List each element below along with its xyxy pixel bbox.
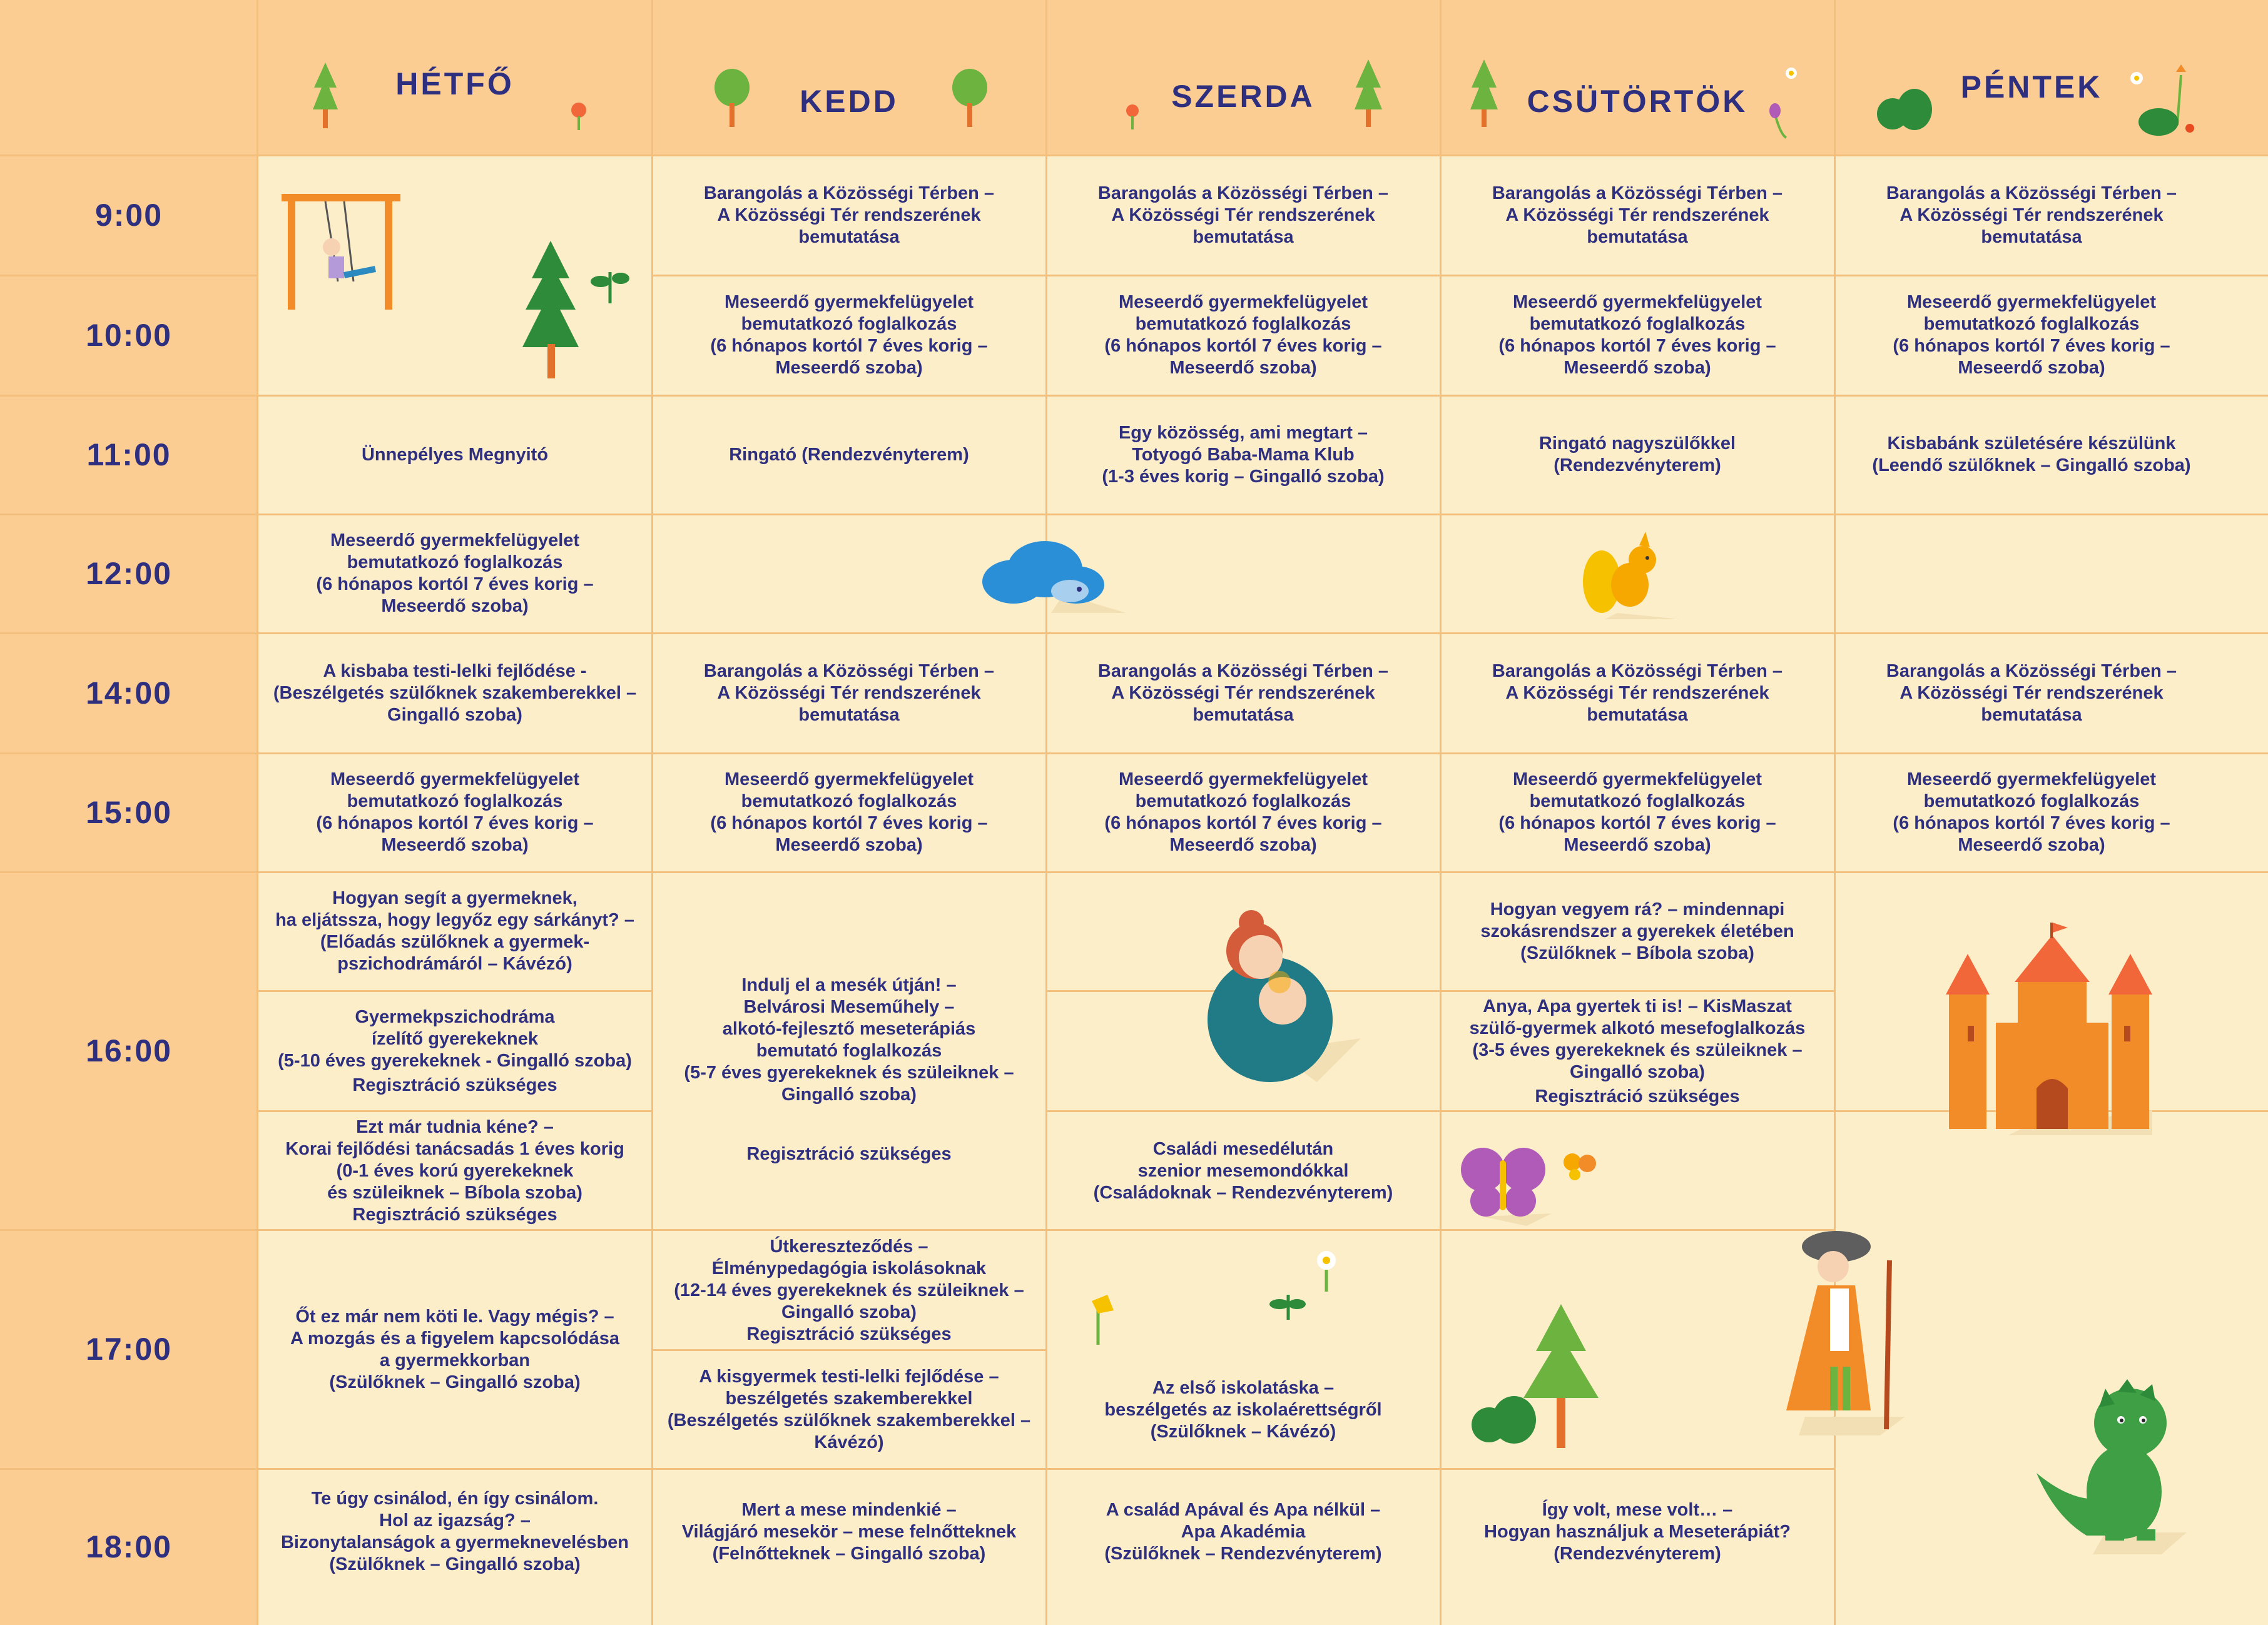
time-label-0900: 9:00 [94,198,163,233]
event-thu-1000[interactable] [1440,275,1834,395]
registration-note: Regisztráció szükséges [352,1075,557,1095]
event-line: Barangolás a Közösségi Térben – [703,183,995,203]
time-label-1400: 14:00 [86,676,172,711]
flower-icon [566,100,591,131]
tree-icon [1470,59,1498,128]
mother-baby-icon [1198,901,1361,1082]
event-line: beszélgetés szakemberekkel [725,1389,973,1409]
grid-line [0,275,257,276]
event-line: A Közösségi Tér rendszerének [717,205,981,225]
flower-icon [1086,1282,1123,1345]
event-fri-1400[interactable] [1834,633,2229,753]
event-line: bemutatkozó foglalkozás [1135,314,1351,334]
event-line: Őt ez már nem köti le. Vagy mégis? – [295,1307,614,1327]
event-line: A Közösségi Tér rendszerének [1505,682,1769,703]
flower-icon [1267,1248,1342,1323]
event-line: Meseerdő szoba) [381,596,529,616]
event-line: A család Apával és Apa nélkül – [1106,1499,1381,1520]
event-line: Világjáró mesekör – mese felnőtteknek [681,1521,1017,1542]
event-line: Barangolás a Közösségi Térben – [1492,183,1783,203]
event-line: bemutatása [798,704,900,725]
event-line: A Közösségi Tér rendszerének [1111,205,1375,225]
tree-icon [522,241,579,378]
event-line: (6 hónapos kortól 7 éves korig – [316,574,594,594]
event-line: beszélgetés az iskolaérettségről [1104,1399,1382,1420]
event-line: Barangolás a Közösségi Térben – [1097,661,1389,681]
event-line: Az első iskolatáska – [1152,1377,1335,1398]
event-line: (Családoknak – Rendezvényterem) [1093,1182,1393,1203]
event-line: A kisbaba testi-lelki fejlődése - [323,661,587,681]
event-line: Meseerdő gyermekfelügyelet [1906,769,2157,789]
event-line: (Szülőknek – Rendezvényterem) [1104,1543,1382,1564]
event-line: Hogyan vegyem rá? – mindennapi [1490,899,1785,919]
event-line: (Felnőtteknek – Gingalló szoba) [712,1543,986,1564]
wanderer-icon [1786,1229,1905,1435]
event-line: Anya, Apa gyertek ti is! – KisMaszat [1483,996,1792,1016]
event-line: bemutatása [1587,704,1688,725]
time-label-1600: 16:00 [86,1033,172,1068]
event-line: szülő-gyermek alkotó mesefoglalkozás [1469,1018,1806,1038]
event-line: bemutatkozó foglalkozás [741,314,957,334]
event-line: Belvárosi Meseműhely – [743,996,955,1017]
event-line: A Közösségi Tér rendszerének [1899,205,2164,225]
event-tue-1000[interactable] [652,275,1046,395]
event-line: Ringató nagyszülőkkel [1538,433,1736,453]
event-wed-1500[interactable] [1046,753,1440,872]
event-line: (Rendezvényterem) [1554,455,1721,475]
event-thu-1600-a[interactable] [1440,872,1834,991]
tree-icon [313,63,338,131]
event-line: (Leendő szülőknek – Gingalló szoba) [1872,455,2191,475]
flower-icon [2127,63,2196,138]
event-line: A mozgás és a figyelem kapcsolódása [290,1329,619,1349]
event-line: bemutatkozó foglalkozás [1923,791,2140,811]
sprout-icon [588,266,632,303]
event-line: (6 hónapos kortól 7 éves korig – [1893,336,2170,356]
event-line: Gingalló szoba) [781,1084,917,1105]
event-line: (6 hónapos kortól 7 éves korig – [1498,336,1776,356]
event-line: Meseerdő gyermekfelügyelet [724,292,974,312]
registration-note: Regisztráció szükséges [1535,1086,1740,1106]
event-line: ha eljátssza, hogy legyőz egy sárkányt? – [275,910,634,930]
event-mon-1600-c[interactable] [258,1112,652,1230]
event-line: (6 hónapos kortól 7 éves korig – [1104,336,1382,356]
event-line: Apa Akadémia [1181,1521,1306,1542]
event-line: (6 hónapos kortól 7 éves korig – [1498,813,1776,833]
butterfly-icon [1561,1151,1599,1182]
event-line: Barangolás a Közösségi Térben – [1886,661,2177,681]
event-tue-1700-a[interactable] [652,1231,1046,1350]
event-line: (12-14 éves gyerekeknek és szüleiknek – [674,1280,1024,1300]
event-line: ízelítő gyerekeknek [372,1029,538,1049]
day-header-monday: HÉTFŐ [395,66,514,101]
event-line: A Közösségi Tér rendszerének [1111,682,1375,703]
event-wed-1700[interactable] [1046,1351,1440,1469]
event-line: Meseerdő szoba) [1169,358,1317,378]
event-tue-0900[interactable] [652,155,1046,275]
event-line: (6 hónapos kortól 7 éves korig – [710,813,988,833]
castle-icon [1946,923,2152,1135]
event-tue-1700-b[interactable] [652,1351,1046,1469]
event-line: Útkereszteződés – [770,1236,928,1257]
event-line: A Közösségi Tér rendszerének [1899,682,2164,703]
dinosaur-icon [2037,1379,2187,1554]
event-line: bemutatása [1587,226,1688,247]
event-line: Kisbabánk születésére készülünk [1887,433,2176,453]
event-mon-1800[interactable] [258,1470,652,1594]
event-line: Gingalló szoba) [1570,1061,1705,1082]
event-line: Meseerdő gyermekfelügyelet [1512,769,1762,789]
event-fri-1500[interactable] [1834,753,2229,872]
event-line: Hogyan használjuk a Meseterápiát? [1484,1521,1791,1542]
event-line: (6 hónapos kortól 7 éves korig – [710,336,988,356]
event-line: Meseerdő gyermekfelügyelet [724,769,974,789]
event-line: Meseerdő gyermekfelügyelet [1118,292,1368,312]
event-line: bemutatkozó foglalkozás [347,552,563,572]
swing-icon [275,188,407,313]
event-line: (6 hónapos kortól 7 éves korig – [316,813,594,833]
day-header-tuesday: KEDD [800,83,898,119]
event-tue-1400[interactable] [652,633,1046,753]
event-line: pszichodrámáról – Kávézó) [337,954,572,974]
event-line: (1-3 éves korig – Gingalló szoba) [1102,466,1385,487]
event-line: Ezt már tudnia kéne? – [356,1116,554,1137]
event-line: bemutatkozó foglalkozás [1529,791,1746,811]
tree-icon [713,69,751,128]
event-line: Ünnepélyes Megnyitó [361,444,549,465]
event-line: (6 hónapos kortól 7 éves korig – [1104,813,1382,833]
event-line: Gyermekpszichodráma [355,1007,555,1027]
event-line: Meseerdő szoba) [775,835,923,855]
event-thu-1800[interactable] [1440,1470,1834,1594]
bush-icon [1470,1395,1539,1445]
event-line: bemutatkozó foglalkozás [1529,314,1746,334]
event-line: bemutatása [798,226,900,247]
registration-note: Regisztráció szükséges [746,1143,952,1164]
tree-icon [951,69,989,128]
event-line: (3-5 éves gyerekeknek és szüleiknek – [1472,1040,1803,1060]
event-thu-1500[interactable] [1440,753,1834,872]
event-line: (Előadás szülőknek a gyermek- [320,932,590,952]
event-line: (Szülőknek – Kávézó) [1150,1421,1336,1442]
event-fri-0900[interactable] [1834,155,2229,275]
flower-icon [1123,103,1142,131]
registration-note: Regisztráció szükséges [352,1204,557,1225]
bush-icon [1877,88,1933,131]
event-mon-1400[interactable] [258,633,652,753]
event-line: a gyermekkorban [379,1350,531,1370]
event-fri-1000[interactable] [1834,275,2229,395]
event-line: Korai fejlődési tanácsadás 1 éves korig [285,1138,624,1159]
event-line: Így volt, mese volt… – [1542,1499,1733,1520]
event-wed-0900[interactable] [1046,155,1440,275]
event-line: Barangolás a Közösségi Térben – [703,661,995,681]
squirrel-icon [1580,532,1680,619]
event-mon-1500[interactable] [258,753,652,872]
day-header-wednesday: SZERDA [1171,79,1315,114]
event-wed-1100[interactable] [1046,395,1440,514]
event-line: bemutatkozó foglalkozás [1135,791,1351,811]
event-line: A kisgyermek testi-lelki fejlődése – [699,1367,999,1387]
day-header-thursday: CSÜTÖRTÖK [1527,83,1748,119]
event-line: (5-7 éves gyerekeknek és szüleiknek – [684,1062,1014,1083]
day-header-friday: PÉNTEK [1960,69,2103,104]
event-line: Te úgy csinálod, én így csinálom. [311,1489,599,1509]
event-thu-0900[interactable] [1440,155,1834,275]
event-line: Meseerdő szoba) [1958,835,2105,855]
event-wed-1000[interactable] [1046,275,1440,395]
event-line: Barangolás a Közösségi Térben – [1492,661,1783,681]
event-line: Meseerdő gyermekfelügyelet [1118,769,1368,789]
event-thu-1100[interactable] [1440,395,1834,514]
event-line: alkotó-fejlesztő meseterápiás [722,1018,976,1039]
event-line: Indulj el a mesék útján! – [741,974,957,995]
event-line: (Beszélgetés szülőknek szakemberekkel – [273,682,637,703]
event-mon-1600-a[interactable] [258,872,652,991]
event-line: szokásrendszer a gyerekek életében [1480,921,1794,941]
event-mon-1200[interactable] [258,514,652,633]
event-line: bemutatkozó foglalkozás [1923,314,2140,334]
registration-note: Regisztráció szükséges [746,1324,952,1344]
event-line: (Szülőknek – Gingalló szoba) [329,1372,581,1392]
event-line: és szüleiknek – Bíbola szoba) [327,1182,582,1203]
event-line: Hogyan segít a gyermeknek, [332,888,577,908]
time-label-1500: 15:00 [86,795,172,830]
event-thu-1600-b[interactable] [1440,992,1834,1111]
flower-icon [1767,66,1799,141]
cloud-hedgehog-icon [976,538,1126,613]
event-line: (0-1 éves korú gyerekeknek [336,1160,574,1181]
event-line: bemutató foglalkozás [756,1040,942,1061]
event-line: Egy közösség, ami megtart – [1118,422,1368,443]
event-line: (6 hónapos kortól 7 éves korig – [1893,813,2170,833]
event-line: Élménypedagógia iskolásoknak [711,1258,987,1278]
time-label-1200: 12:00 [86,556,172,591]
event-line: Családi mesedélután [1152,1138,1334,1159]
event-line: bemutatása [1192,226,1294,247]
event-line: Mert a mese mindenkié – [741,1499,957,1520]
event-line: (Szülőknek – Bíbola szoba) [1520,943,1754,963]
event-line: A Közösségi Tér rendszerének [717,682,981,703]
event-tue-1500[interactable] [652,753,1046,872]
event-line: szenior mesemondókkal [1137,1160,1349,1181]
event-mon-1600-b[interactable] [258,992,652,1111]
time-label-1100: 11:00 [86,437,171,472]
event-line: bemutatása [1192,704,1294,725]
time-label-1000: 10:00 [86,318,172,353]
event-line: Meseerdő gyermekfelügyelet [1906,292,2157,312]
event-line: (Szülőknek – Gingalló szoba) [329,1554,581,1574]
event-line: A Közösségi Tér rendszerének [1505,205,1769,225]
event-line: Hol az igazság? – [379,1511,531,1531]
tree-icon [1355,59,1382,128]
event-wed-1400[interactable] [1046,633,1440,753]
event-line: bemutatása [1981,704,2082,725]
event-line: Barangolás a Közösségi Térben – [1097,183,1389,203]
event-line: Kávézó) [814,1432,884,1452]
event-line: bemutatkozó foglalkozás [741,791,957,811]
event-line: bemutatása [1981,226,2082,247]
event-line: (Rendezvényterem) [1554,1543,1721,1564]
time-label-1700: 17:00 [86,1332,172,1367]
event-mon-1700[interactable] [258,1231,652,1469]
event-line: Meseerdő gyermekfelügyelet [330,530,580,550]
time-label-1800: 18:00 [86,1529,172,1564]
event-line: Meseerdő szoba) [1958,358,2105,378]
event-wed-1600[interactable] [1046,1112,1440,1230]
event-line: Ringató (Rendezvényterem) [729,444,969,465]
event-thu-1400[interactable] [1440,633,1834,753]
event-line: Bizonytalanságok a gyermeknevelésben [280,1532,629,1552]
event-tue-1600[interactable] [652,872,1046,1230]
event-fri-1100[interactable] [1834,395,2229,514]
event-line: Meseerdő szoba) [381,835,529,855]
butterfly-icon [1458,1145,1552,1226]
event-line: Totyogó Baba-Mama Klub [1132,444,1355,465]
event-line: Gingalló szoba) [781,1302,917,1322]
event-line: Meseerdő gyermekfelügyelet [1512,292,1762,312]
event-line: Gingalló szoba) [387,704,522,725]
event-line: (5-10 éves gyerekeknek - Gingalló szoba) [278,1051,632,1071]
event-line: Barangolás a Közösségi Térben – [1886,183,2177,203]
event-line: Meseerdő gyermekfelügyelet [330,769,580,789]
event-tue-1800[interactable] [652,1470,1046,1594]
event-line: Meseerdő szoba) [1564,835,1711,855]
event-line: Meseerdő szoba) [1169,835,1317,855]
event-line: Meseerdő szoba) [775,358,923,378]
event-line: (Beszélgetés szülőknek szakemberekkel – [667,1410,1031,1430]
event-line: bemutatkozó foglalkozás [347,791,563,811]
event-wed-1800[interactable] [1046,1470,1440,1594]
event-tue-1100[interactable] [652,395,1046,514]
event-line: Meseerdő szoba) [1564,358,1711,378]
event-mon-1100[interactable] [258,395,652,514]
